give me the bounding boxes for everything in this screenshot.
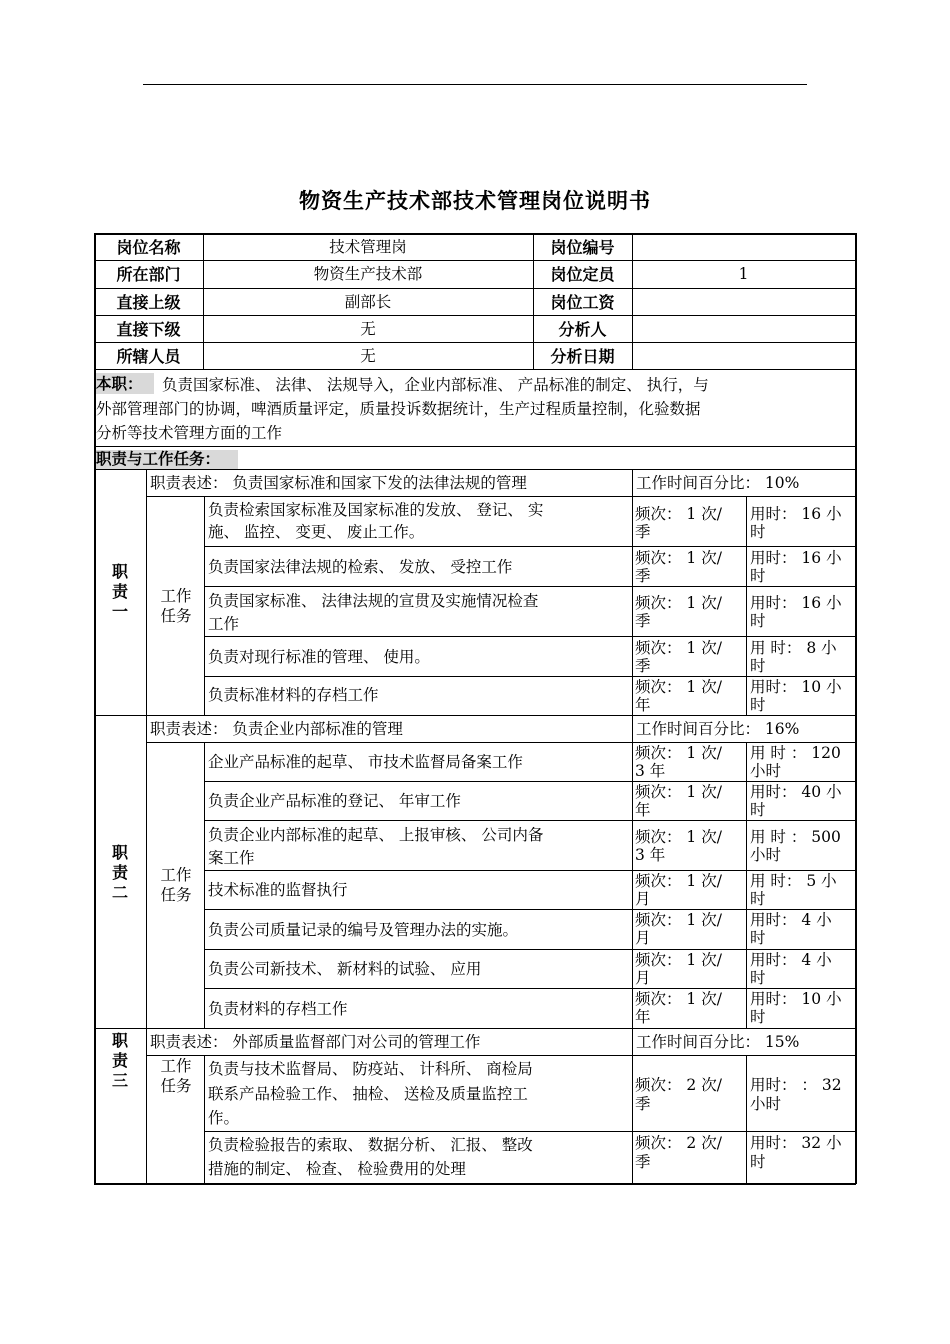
- task-text: 施、 监控、 变更、 废止工作。: [208, 523, 425, 541]
- duties-header: 职责与工作任务：: [96, 450, 221, 468]
- task-duration: 时: [750, 1008, 766, 1026]
- header-rule: [143, 84, 807, 85]
- task-duration: 时: [750, 567, 766, 585]
- duty-one-percent: 工作时间百分比： 10%: [636, 474, 800, 492]
- task-duration: 小时: [750, 846, 782, 864]
- task-text: 负责企业内部标准的起草、 上报审核、 公司内备: [208, 826, 544, 844]
- task-frequency: 频次： 1 次/: [635, 783, 722, 801]
- value-direct-subordinate: 无: [360, 319, 376, 338]
- task-text: 企业产品标准的起草、 市技术监督局备案工作: [208, 753, 523, 771]
- value-staff: 无: [360, 347, 376, 365]
- duty-two-statement: 职责表述： 负责企业内部标准的管理: [150, 720, 403, 738]
- task-duration: 用 时： 8 小: [750, 639, 837, 657]
- core-duty-label: 本职：: [96, 375, 143, 393]
- task-duration: 时: [750, 523, 766, 541]
- task-frequency: 月: [635, 929, 651, 947]
- task-duration: 用 时 ： 500: [750, 828, 841, 846]
- task-frequency: 年: [635, 696, 651, 714]
- task-duration: 小时: [750, 762, 782, 780]
- duty-two-percent: 工作时间百分比： 16%: [636, 720, 800, 738]
- label-direct-subordinate: 直接下级: [116, 319, 181, 339]
- task-text: 工作: [208, 615, 240, 633]
- task-frequency: 季: [635, 612, 651, 630]
- task-frequency: 3 年: [635, 762, 666, 780]
- task-text: 负责标准材料的存档工作: [208, 686, 379, 704]
- duty-two-label: 职责二: [111, 843, 128, 902]
- duty-one-task-label: 工作任务: [160, 587, 192, 625]
- value-analyst: [632, 316, 855, 342]
- task-duration: 时: [750, 1153, 766, 1171]
- label-analyst: 分析人: [558, 319, 607, 339]
- task-text: 负责检索国家标准及国家标准的发放、 登记、 实: [208, 501, 544, 519]
- task-text: 负责对现行标准的管理、 使用。: [208, 648, 430, 666]
- label-department: 所在部门: [116, 265, 181, 284]
- task-duration: 时: [750, 801, 766, 819]
- label-direct-superior: 直接上级: [116, 292, 181, 312]
- task-duration: 时: [750, 929, 766, 947]
- task-duration: 时: [750, 969, 766, 987]
- task-duration: 用时： 16 小: [750, 505, 842, 523]
- task-text: 措施的制定、 检查、 检验费用的处理: [208, 1160, 466, 1178]
- value-analysis-date: [632, 343, 855, 370]
- task-frequency: 频次： 1 次/: [635, 594, 722, 612]
- task-duration: 时: [750, 696, 766, 714]
- task-frequency: 频次： 2 次/: [635, 1134, 722, 1152]
- task-frequency: 频次： 1 次/: [635, 678, 722, 696]
- duty-three-percent: 工作时间百分比： 15%: [636, 1033, 800, 1051]
- task-text: 负责企业产品标准的登记、 年审工作: [208, 792, 461, 810]
- task-frequency: 年: [635, 1008, 651, 1026]
- duty-three-statement: 职责表述： 外部质量监督部门对公司的管理工作: [150, 1033, 481, 1051]
- task-frequency: 年: [635, 801, 651, 819]
- page-title: 物资生产技术部技术管理岗位说明书: [299, 189, 651, 213]
- task-duration: 用时： 10 小: [750, 678, 842, 696]
- task-duration: 用时： 32 小: [750, 1134, 842, 1152]
- task-frequency: 频次： 1 次/: [635, 951, 722, 969]
- task-frequency: 频次： 1 次/: [635, 744, 722, 762]
- value-position-name: 技术管理岗: [329, 237, 407, 256]
- label-salary: 岗位工资: [550, 292, 615, 312]
- task-frequency: 频次： 1 次/: [635, 990, 722, 1008]
- task-frequency: 频次： 1 次/: [635, 872, 722, 890]
- task-frequency: 频次： 1 次/: [635, 828, 722, 846]
- task-frequency: 频次： 1 次/: [635, 549, 722, 567]
- label-position-name: 岗位名称: [116, 237, 181, 257]
- duty-three-task-label: 工作任务: [160, 1057, 192, 1095]
- task-frequency: 月: [635, 890, 651, 908]
- value-direct-superior: 副部长: [344, 292, 392, 311]
- task-duration: 用时： 16 小: [750, 549, 842, 567]
- value-department: 物资生产技术部: [313, 265, 423, 283]
- duty-two-task-label: 工作任务: [160, 866, 192, 904]
- task-frequency: 季: [635, 523, 651, 541]
- task-duration: 用时： 40 小: [750, 783, 842, 801]
- task-text: 联系产品检验工作、 抽检、 送检及质量监控工: [208, 1085, 528, 1103]
- task-frequency: 季: [635, 1153, 651, 1171]
- value-salary: [632, 289, 855, 315]
- task-frequency: 月: [635, 969, 651, 987]
- task-frequency: 季: [635, 1095, 651, 1113]
- value-headcount: 1: [738, 265, 749, 283]
- task-text: 负责与技术监督局、 防疫站、 计科所、 商检局: [208, 1060, 533, 1078]
- task-frequency: 季: [635, 567, 651, 585]
- task-frequency: 频次： 1 次/: [635, 639, 722, 657]
- task-frequency: 频次： 2 次/: [635, 1076, 722, 1094]
- label-analysis-date: 分析日期: [550, 347, 615, 366]
- task-text: 负责国家法律法规的检索、 发放、 受控工作: [208, 558, 513, 576]
- task-frequency: 季: [635, 657, 651, 675]
- task-duration: 用时： 4 小: [750, 911, 832, 929]
- task-frequency: 3 年: [635, 846, 666, 864]
- label-position-code: 岗位编号: [550, 237, 615, 257]
- task-text: 负责公司新技术、 新材料的试验、 应用: [208, 960, 482, 978]
- task-text: 负责检验报告的索取、 数据分析、 汇报、 整改: [208, 1136, 533, 1154]
- task-duration: 用 时 ： 120: [750, 744, 841, 762]
- task-text: 负责公司质量记录的编号及管理办法的实施。: [208, 921, 519, 939]
- task-duration: 用 时： 5 小: [750, 872, 837, 890]
- task-duration: 用时： 4 小: [750, 951, 832, 969]
- task-frequency: 频次： 1 次/: [635, 911, 722, 929]
- core-duty-line-3: 分析等技术管理方面的工作: [96, 424, 283, 442]
- duty-one-label: 职责一: [111, 562, 128, 621]
- task-text: 负责材料的存档工作: [208, 1000, 348, 1018]
- task-text: 案工作: [208, 849, 255, 867]
- task-text: 作。: [208, 1109, 240, 1127]
- task-duration: 时: [750, 612, 766, 630]
- task-duration: 用时： 16 小: [750, 594, 842, 612]
- task-frequency: 频次： 1 次/: [635, 505, 722, 523]
- duty-three-label: 职责三: [111, 1031, 128, 1090]
- label-headcount: 岗位定员: [550, 265, 615, 284]
- task-text: 负责国家标准、 法律法规的宣贯及实施情况检查: [208, 592, 539, 610]
- task-text: 技术标准的监督执行: [208, 881, 348, 899]
- task-duration: 用时： ： 32: [750, 1076, 842, 1094]
- core-duty-line-1: 负责国家标准、 法律、 法规导入，企业内部标准、 产品标准的制定、 执行，与: [162, 376, 709, 394]
- core-duty-line-2: 外部管理部门的协调，啤酒质量评定，质量投诉数据统计，生产过程质量控制，化验数据: [96, 400, 701, 418]
- task-duration: 用时： 10 小: [750, 990, 842, 1008]
- value-position-code: [632, 234, 855, 260]
- task-duration: 时: [750, 657, 766, 675]
- task-duration: 小时: [750, 1095, 782, 1113]
- label-staff: 所辖人员: [116, 347, 181, 366]
- task-duration: 时: [750, 890, 766, 908]
- duty-one-statement: 职责表述： 负责国家标准和国家下发的法律法规的管理: [150, 474, 527, 492]
